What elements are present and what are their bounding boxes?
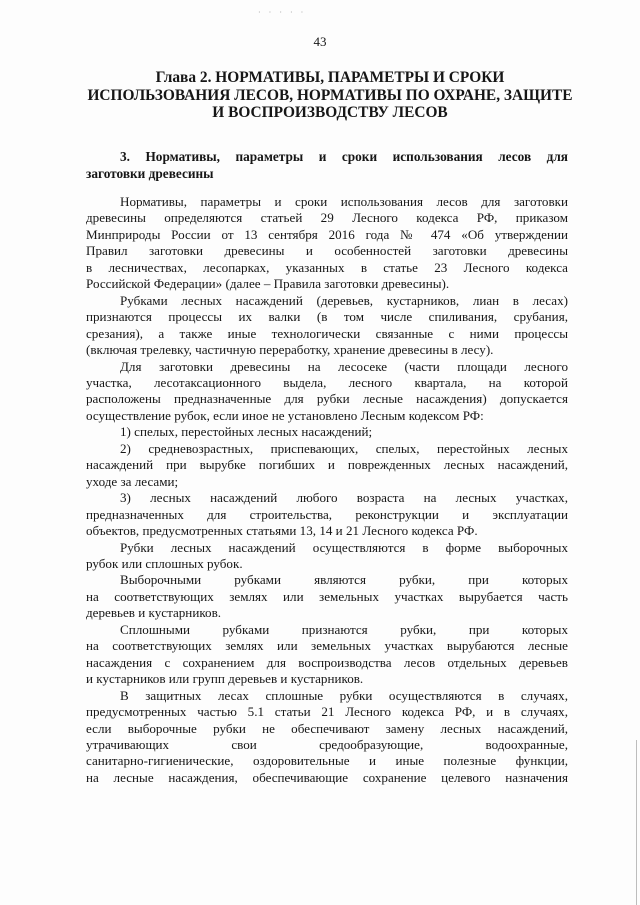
body-line: срезания), а также иные технологически связанные с ними процессы — [86, 325, 568, 341]
body-line: Сплошными рубками признаются рубки, при которых — [120, 621, 568, 637]
body-line: Нормативы, параметры и сроки использования лесов для заготовки — [120, 194, 568, 209]
body-line: Рубками лесных насаждений (деревьев, кустарников, лиан в лесах) — [120, 292, 568, 308]
body-line: расположены предназначенные для рубки лесные насаждения) допускается — [86, 391, 568, 407]
body-line: в лесничествах, лесопарках, указанных в статье 23 Лесного кодекса — [86, 259, 568, 275]
body-line: Правил заготовки древесины и особенностей заготовки древесины — [86, 243, 568, 259]
chapter-title-line: Глава 2. НОРМАТИВЫ, ПАРАМЕТРЫ И СРОКИ — [155, 69, 505, 86]
page-number: 43 — [313, 34, 327, 49]
section-title-line: заготовки древесины — [86, 165, 214, 181]
body-line: утрачивающих свои средообразующие, водоохранные, — [86, 736, 568, 752]
body-line: Российской Федерации» (далее – Правила заготовки древесины). — [86, 276, 450, 292]
body-line: и кустарников или групп деревьев и кустарников. — [86, 671, 364, 687]
body-line: если выборочные рубки не обеспечивают замену лесных насаждений, — [86, 720, 568, 736]
body-line: насаждения с сохранением для воспроизводства лесов отдельных деревьев — [86, 654, 568, 670]
body-text — [86, 194, 568, 786]
body-line: признаются процессы их валки (в том числе спиливания, срубания, — [86, 309, 568, 325]
body-line: на соответствующих землях или земельных участках вырубается часть — [86, 588, 568, 604]
body-line: 2) средневозрастных, приспевающих, спелых, перестойных лесных — [120, 440, 568, 456]
section-title-line: 3. Нормативы, параметры и сроки использования лесов для — [120, 149, 568, 164]
body-line: предназначенных для строительства, реконструкции и эксплуатации — [86, 506, 568, 522]
chapter-title-line: И ВОСПРОИЗВОДСТВУ ЛЕСОВ — [212, 104, 448, 121]
body-line: деревьев и кустарников. — [86, 605, 222, 621]
body-line: (включая трелевку, частичную переработку, хранение древесины в лесу). — [86, 342, 494, 358]
body-line: 3) лесных насаждений любого возраста на лесных участках, — [120, 490, 568, 506]
body-line: санитарно-гигиенические, оздоровительные и иные полезные функции, — [86, 753, 568, 769]
body-line: предусмотренных частью 5.1 статьи 21 Лесного кодекса РФ, и в случаях, — [86, 704, 568, 720]
body-line: на лесные насаждения, обеспечивающие сохранение целевого назначения — [86, 769, 568, 785]
scan-artifact: · · · · · — [258, 8, 307, 17]
body-line: насаждений при вырубке погибших и поврежденных лесных насаждений, — [86, 457, 568, 473]
body-line: объектов, предусмотренных статьями 13, 14 и 21 Лесного кодекса РФ. — [86, 523, 478, 539]
body-line: Для заготовки древесины на лесосеке (части площади лесного — [120, 358, 568, 374]
body-line: Выборочными рубками являются рубки, при которых — [120, 572, 568, 588]
body-line: В защитных лесах сплошные рубки осуществляются в случаях, — [120, 687, 568, 703]
scan-edge-line — [636, 740, 637, 905]
body-line: Рубки лесных насаждений осуществляются в форме выборочных — [120, 539, 568, 555]
body-line: уходе за лесами; — [86, 473, 179, 489]
body-line: рубок или сплошных рубок. — [86, 555, 243, 571]
body-line: осуществление рубок, если иное не установлено Лесным кодексом РФ: — [86, 407, 484, 423]
body-line: на соответствующих землях или земельных участках вырубаются лесные — [86, 638, 568, 654]
body-line: 1) спелых, перестойных лесных насаждений; — [120, 424, 373, 440]
body-line: Минприроды России от 13 сентября 2016 года № 474 «Об утверждении — [86, 226, 568, 242]
section-title — [86, 149, 568, 182]
body-line: древесины определяются статьей 29 Лесного кодекса РФ, приказом — [86, 210, 568, 226]
chapter-title — [60, 69, 600, 122]
chapter-title-line: ИСПОЛЬЗОВАНИЯ ЛЕСОВ, НОРМАТИВЫ ПО ОХРАНЕ, ЗАЩИТЕ — [87, 86, 573, 104]
body-line: участка, лесотаксационного выдела, лесного квартала, на которой — [86, 374, 568, 390]
